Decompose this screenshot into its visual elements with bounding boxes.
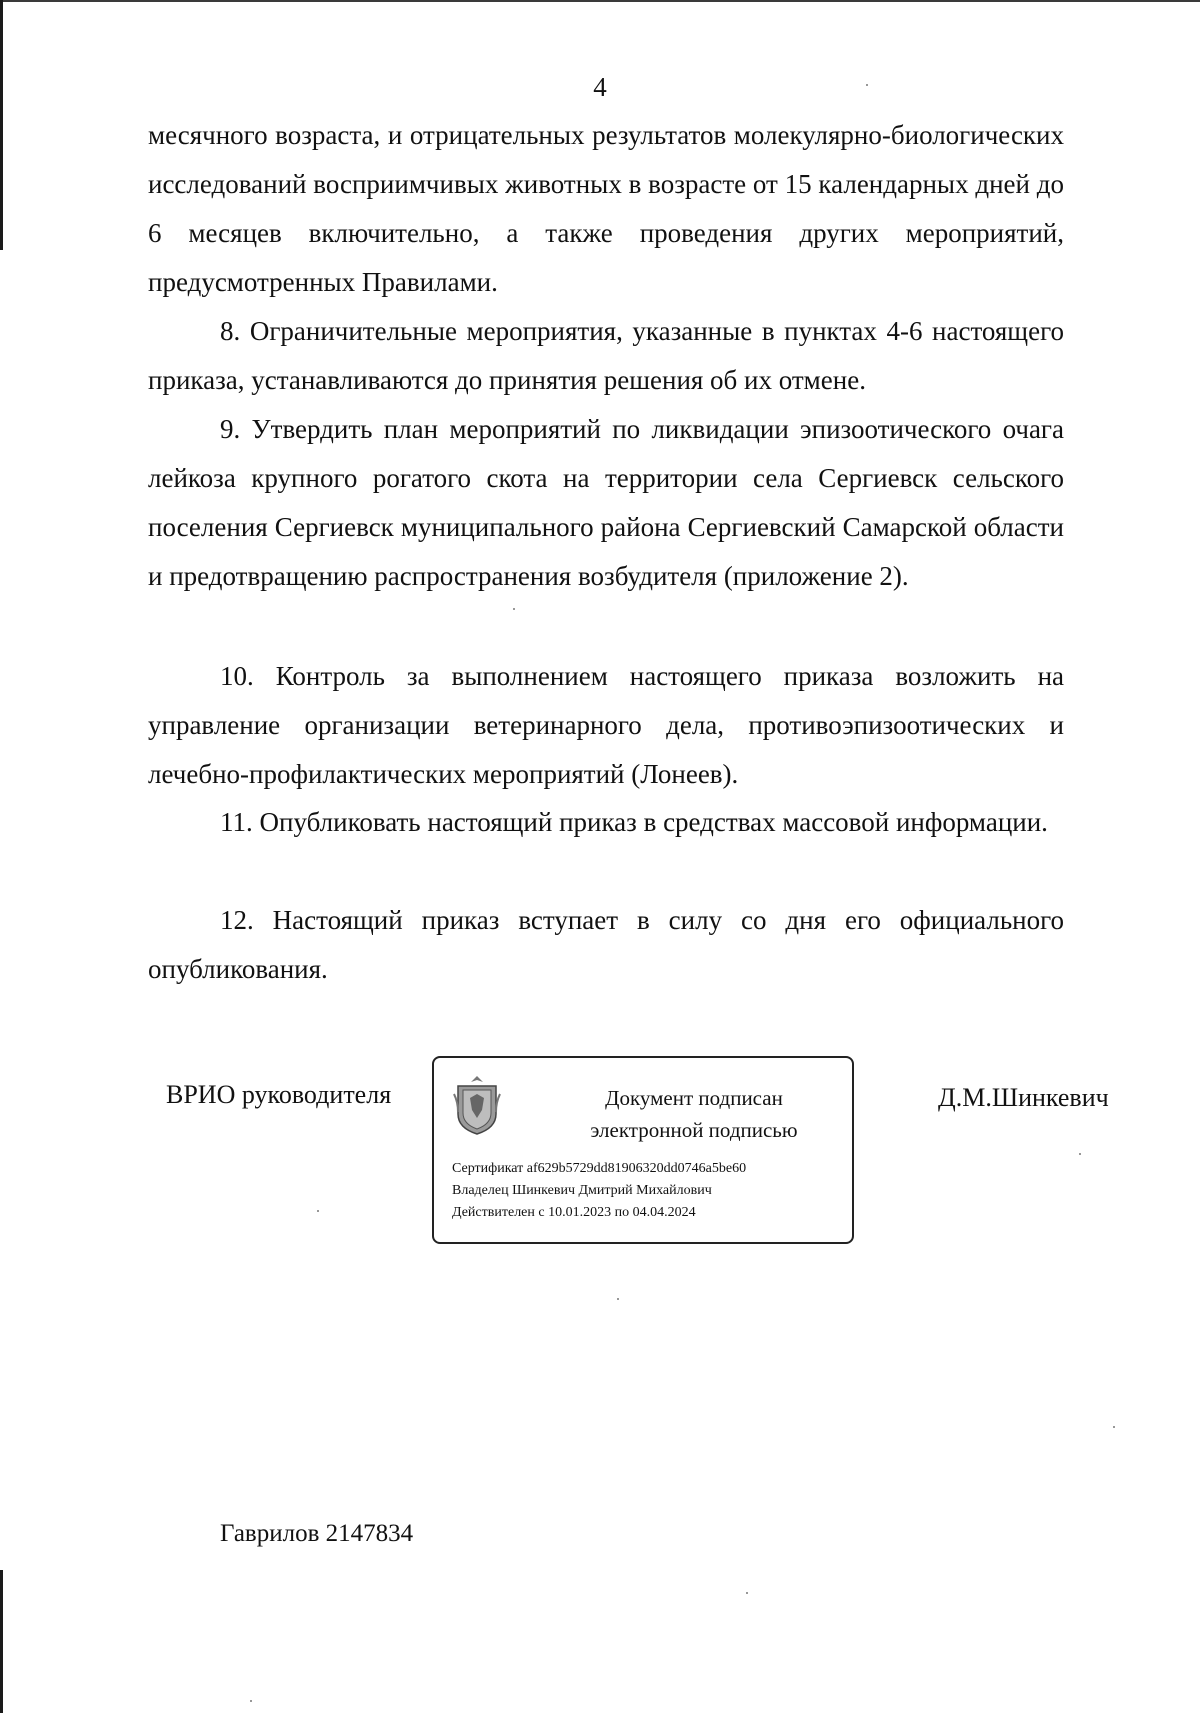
paragraph-continuation: месячного возраста, и отрицательных результатов молекулярно-биологических исследований восприимчивых животных в возрасте от 15 календарных дней до 6 месяцев включительно, а также проведения других мероприятий, предусмотренных Правилами.: [148, 120, 1064, 297]
coat-of-arms-icon: [452, 1074, 502, 1136]
scan-speck: [1079, 1153, 1081, 1155]
scan-speck: [866, 84, 868, 86]
paragraph-item-10: 10. Контроль за выполнением настоящего приказа возложить на управление организации ветеринарного дела, противоэпизоотических и лечебно-профилактических мероприятий (Лонеев).: [148, 661, 1064, 789]
stamp-title: [544, 1082, 844, 1146]
stamp-owner: Владелец Шинкевич Дмитрий Михайлович: [452, 1183, 712, 1198]
stamp-validity: Действителен с 10.01.2023 по 04.04.2024: [452, 1205, 696, 1220]
signatory-position: ВРИО руководителя: [166, 1080, 392, 1109]
scan-speck: [617, 1298, 619, 1300]
scan-speck: [317, 1210, 319, 1212]
paragraph-item-8: 8. Ограничительные мероприятия, указанные в пунктах 4-6 настоящего приказа, устанавливаются до принятия решения об их отмене.: [148, 316, 1064, 395]
scan-speck: [1113, 1426, 1115, 1428]
scan-edge-left: [0, 0, 3, 250]
stamp-certificate: Сертификат af629b5729dd81906320dd0746a5be60: [452, 1161, 747, 1176]
paragraph-item-12: 12. Настоящий приказ вступает в силу со дня его официального опубликования.: [148, 905, 1064, 984]
stamp-title-line2: электронной подписью: [590, 1118, 798, 1142]
paragraph-item-9: 9. Утвердить план мероприятий по ликвидации эпизоотического очага лейкоза крупного рогатого скота на территории села Сергиевск сельского поселения Сергиевск муниципального района Сергиевский Самарской области и предотвращению распространения возбудителя (приложение 2).: [148, 414, 1064, 591]
page-top-edge: [0, 0, 1200, 2]
page-number: 4: [593, 72, 607, 102]
scan-edge-left: [0, 1570, 3, 1713]
scan-speck: [250, 1700, 252, 1702]
stamp-details: [452, 1158, 746, 1224]
paragraph-item-11: 11. Опубликовать настоящий приказ в средствах массовой информации.: [220, 807, 1048, 837]
scan-speck: [746, 1592, 748, 1594]
electronic-signature-stamp: [432, 1056, 854, 1244]
signatory-name: Д.М.Шинкевич: [938, 1083, 1109, 1112]
scan-speck: [513, 608, 515, 610]
stamp-title-line1: Документ подписан: [605, 1086, 783, 1110]
executor-info: Гаврилов 2147834: [220, 1520, 414, 1547]
